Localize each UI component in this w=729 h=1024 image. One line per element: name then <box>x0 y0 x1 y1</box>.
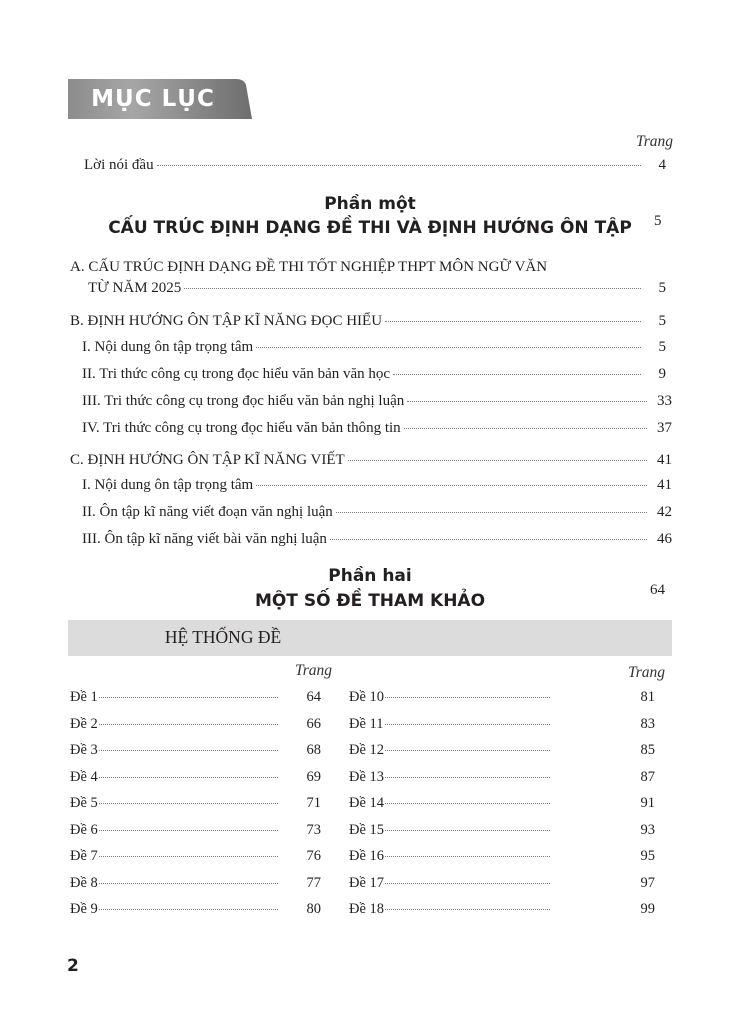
page-number: 2 <box>67 956 79 976</box>
part-two-page: 64 <box>650 582 665 598</box>
exam-entry[interactable] <box>70 689 321 706</box>
exam-entry[interactable] <box>70 822 321 839</box>
exam-label: Đề 16 <box>349 848 385 864</box>
exam-label: Đề 6 <box>70 821 98 838</box>
exam-page: 87 <box>640 768 655 785</box>
entry-label: II. Ôn tập kĩ năng viết đoạn văn nghị luận <box>82 504 333 520</box>
exam-entry[interactable] <box>70 742 321 759</box>
exam-page: 76 <box>306 848 321 864</box>
entry-page: 46 <box>657 531 672 547</box>
toc-entry-c-2[interactable] <box>82 504 672 524</box>
exam-label: Đề 12 <box>349 742 385 758</box>
toc-entry-section-b[interactable] <box>70 313 666 333</box>
leader-dots <box>404 428 647 429</box>
entry-page: 41 <box>657 452 672 468</box>
exam-entry[interactable] <box>349 901 655 918</box>
leader-dots <box>184 288 641 289</box>
toc-title-banner <box>68 79 252 119</box>
part-one-heading: Phần một <box>324 194 416 214</box>
exam-page: 95 <box>640 848 655 864</box>
leader-dots <box>385 321 641 322</box>
exam-entry[interactable] <box>70 875 321 892</box>
leader-dots <box>99 724 278 725</box>
exam-page: 80 <box>306 901 321 917</box>
entry-label: IV. Tri thức công cụ trong đọc hiểu văn bản thông tin <box>82 420 401 436</box>
exam-page: 93 <box>640 821 655 838</box>
exam-page: 69 <box>306 768 321 785</box>
toc-entry-c-1[interactable] <box>82 477 672 497</box>
entry-page: 42 <box>657 504 672 520</box>
exam-label: Đề 5 <box>70 795 98 811</box>
exam-label: Đề 8 <box>70 874 98 891</box>
exam-entry[interactable] <box>70 795 321 812</box>
exam-page: 83 <box>640 715 655 732</box>
leader-dots <box>99 750 278 751</box>
part-two-heading: Phần hai <box>328 566 412 586</box>
entry-label: III. Tri thức công cụ trong đọc hiểu văn bản nghị luận <box>82 393 405 409</box>
exam-label: Đề 18 <box>349 901 385 917</box>
leader-dots <box>330 539 647 540</box>
leader-dots <box>385 883 550 884</box>
exam-entry[interactable] <box>349 689 655 706</box>
leader-dots <box>385 909 550 910</box>
exam-page: 81 <box>640 689 655 705</box>
page-column-label-left: Trang <box>295 662 333 679</box>
exam-label: Đề 1 <box>70 689 98 705</box>
entry-page: 4 <box>658 157 666 173</box>
exam-label: Đề 17 <box>349 874 385 891</box>
leader-dots <box>256 485 647 486</box>
entry-label: C. ĐỊNH HƯỚNG ÔN TẬP KĨ NĂNG VIẾT <box>70 452 345 468</box>
leader-dots <box>99 697 278 698</box>
exam-label: Đề 15 <box>349 821 385 838</box>
exam-entry[interactable] <box>349 822 655 839</box>
toc-entry-preface[interactable] <box>84 157 666 177</box>
exam-label: Đề 4 <box>70 768 98 785</box>
leader-dots <box>256 347 641 348</box>
leader-dots <box>385 697 550 698</box>
toc-title: MỤC LỤC <box>91 86 215 112</box>
toc-entry-section-a-line1 <box>70 259 670 279</box>
entry-label: II. Tri thức công cụ trong đọc hiểu văn bản văn học <box>82 366 391 382</box>
exam-page: 71 <box>306 795 321 811</box>
leader-dots <box>407 401 647 402</box>
leader-dots <box>385 856 550 857</box>
exam-page: 66 <box>306 715 321 732</box>
exam-entry[interactable] <box>70 716 321 733</box>
exam-page: 77 <box>306 874 321 891</box>
exam-label: Đề 13 <box>349 768 385 785</box>
entry-page: 41 <box>657 477 672 493</box>
exam-entry[interactable] <box>349 848 655 865</box>
exam-page: 85 <box>640 742 655 758</box>
toc-entry-c-3[interactable] <box>82 531 672 551</box>
toc-entry-section-c[interactable] <box>70 452 672 472</box>
exam-entry[interactable] <box>70 848 321 865</box>
entry-label: Lời nói đầu <box>84 157 154 173</box>
exam-entry[interactable] <box>70 769 321 786</box>
exam-label: Đề 2 <box>70 715 98 732</box>
leader-dots <box>99 830 278 831</box>
exam-entry[interactable] <box>349 716 655 733</box>
entry-label: I. Nội dung ôn tập trọng tâm <box>82 339 254 355</box>
exam-label: Đề 11 <box>349 715 384 732</box>
toc-entry-b-4[interactable] <box>82 420 672 440</box>
part-one-page: 5 <box>654 213 662 229</box>
leader-dots <box>385 830 550 831</box>
toc-entry-b-2[interactable] <box>82 366 666 386</box>
exam-page: 64 <box>306 689 321 705</box>
entry-page: 37 <box>657 420 672 436</box>
exam-label: Đề 14 <box>349 795 385 811</box>
exam-entry[interactable] <box>349 769 655 786</box>
exam-page: 99 <box>640 901 655 917</box>
exam-label: Đề 9 <box>70 901 98 917</box>
entry-page: 5 <box>658 313 666 329</box>
entry-label: I. Nội dung ôn tập trọng tâm <box>82 477 254 493</box>
part-one-title: CẤU TRÚC ĐỊNH DẠNG ĐỀ THI VÀ ĐỊNH HƯỚNG ÔN TẬP <box>108 218 632 238</box>
leader-dots <box>393 374 641 375</box>
entry-page: 9 <box>658 366 666 382</box>
exam-page: 91 <box>640 795 655 811</box>
leader-dots <box>99 777 278 778</box>
page-column-label-right: Trang <box>628 664 666 681</box>
entry-page: 33 <box>657 393 672 409</box>
toc-entry-section-a[interactable] <box>88 280 666 300</box>
toc-entry-b-3[interactable] <box>82 393 672 413</box>
exam-system-title: HỆ THỐNG ĐỀ <box>164 627 282 647</box>
entry-page: 5 <box>658 339 666 355</box>
leader-dots <box>385 750 550 751</box>
leader-dots <box>385 777 550 778</box>
leader-dots <box>336 512 647 513</box>
leader-dots <box>99 883 278 884</box>
leader-dots <box>99 856 278 857</box>
entry-label: B. ĐỊNH HƯỚNG ÔN TẬP KĨ NĂNG ĐỌC HIỂU <box>70 313 383 329</box>
leader-dots <box>385 803 550 804</box>
exam-entry[interactable] <box>349 875 655 892</box>
leader-dots <box>385 724 550 725</box>
leader-dots <box>99 803 278 804</box>
leader-dots <box>348 460 647 461</box>
leader-dots <box>99 909 278 910</box>
page-column-label: Trang <box>636 133 674 150</box>
entry-label: III. Ôn tập kĩ năng viết bài văn nghị luận <box>82 531 327 547</box>
leader-dots <box>157 165 641 166</box>
exam-label: Đề 7 <box>70 848 98 864</box>
exam-label: Đề 3 <box>70 742 98 758</box>
exam-page: 73 <box>306 821 321 838</box>
exam-page: 68 <box>306 742 321 758</box>
exam-page: 97 <box>640 874 655 891</box>
exam-entry[interactable] <box>349 742 655 759</box>
part-two-title: MỘT SỐ ĐỀ THAM KHẢO <box>254 591 486 611</box>
toc-entry-b-1[interactable] <box>82 339 666 359</box>
exam-entry[interactable] <box>349 795 655 812</box>
exam-system-bar <box>68 620 672 656</box>
exam-entry[interactable] <box>70 901 321 918</box>
entry-page: 5 <box>658 280 666 296</box>
entry-label: A. CẤU TRÚC ĐỊNH DẠNG ĐỀ THI TỐT NGHIỆP THPT MÔN NGỮ VĂN <box>70 259 548 275</box>
exam-label: Đề 10 <box>349 689 385 705</box>
entry-label: TỪ NĂM 2025 <box>88 280 182 296</box>
